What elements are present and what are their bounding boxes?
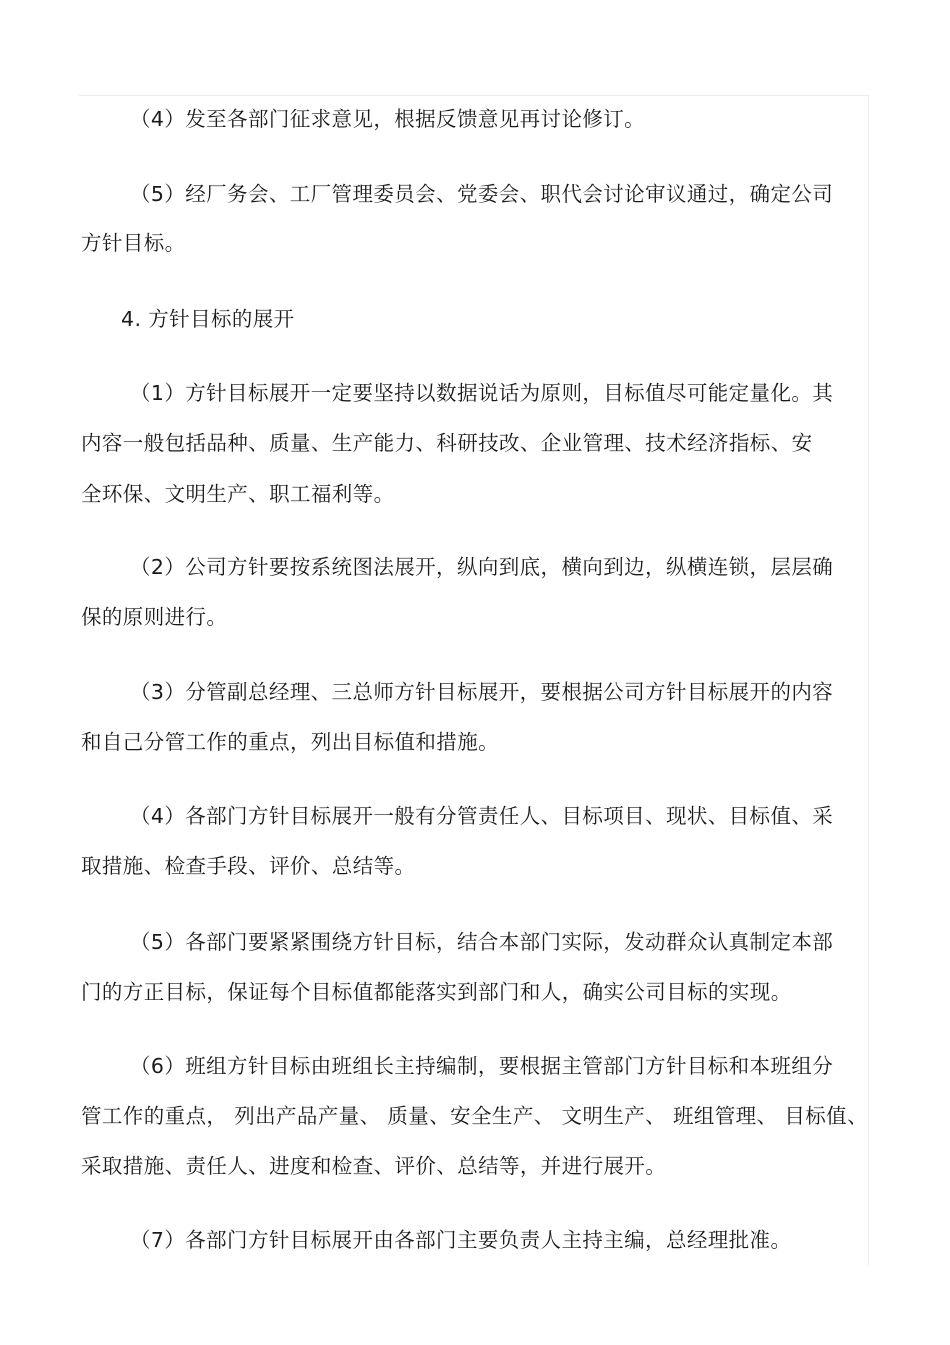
- text-line: （5）经厂务会、工厂管理委员会、党委会、职代会讨论审议通过，确定公司: [130, 182, 834, 206]
- text-line: （4）各部门方针目标展开一般有分管责任人、目标项目、现状、目标值、采: [130, 804, 834, 828]
- text-line: （6）班组方针目标由班组长主持编制，要根据主管部门方针目标和本班组分: [130, 1054, 834, 1078]
- text-line: 方针目标。: [81, 231, 186, 255]
- text-line: （4）发至各部门征求意见，根据反馈意见再讨论修订。: [130, 107, 646, 131]
- text-line: 内容一般包括品种、质量、生产能力、科研技改、企业管理、技术经济指标、安: [81, 431, 813, 455]
- text-line: 门的方正目标，保证每个目标值都能落实到部门和人，确实公司目标的实现。: [81, 980, 792, 1004]
- text-line: （3）分管副总经理、三总师方针目标展开，要根据公司方针目标展开的内容: [130, 680, 834, 704]
- text-line: 管工作的重点， 列出产品产量、 质量、安全生产、 文明生产、 班组管理、 目标值、: [81, 1104, 868, 1128]
- text-line: （7）各部门方针目标展开由各部门主要负责人主持主编，总经理批准。: [130, 1228, 792, 1252]
- text-line: （1）方针目标展开一定要坚持以数据说话为原则，目标值尽可能定量化。其: [130, 381, 834, 405]
- text-line: （5）各部门要紧紧围绕方针目标，结合本部门实际，发动群众认真制定本部: [130, 930, 834, 954]
- text-line: （2）公司方针要按系统图法展开，纵向到底，横向到边，纵横连锁，层层确: [130, 555, 834, 579]
- section-title: 4. 方针目标的展开: [121, 307, 295, 331]
- text-line: 采取措施、责任人、进度和检查、评价、总结等，并进行展开。: [81, 1154, 667, 1178]
- text-line: 取措施、检查手段、评价、总结等。: [81, 854, 416, 878]
- text-line: 全环保、文明生产、职工福利等。: [81, 482, 395, 506]
- text-line: 和自己分管工作的重点，列出目标值和措施。: [81, 730, 499, 754]
- text-line: 保的原则进行。: [81, 605, 228, 629]
